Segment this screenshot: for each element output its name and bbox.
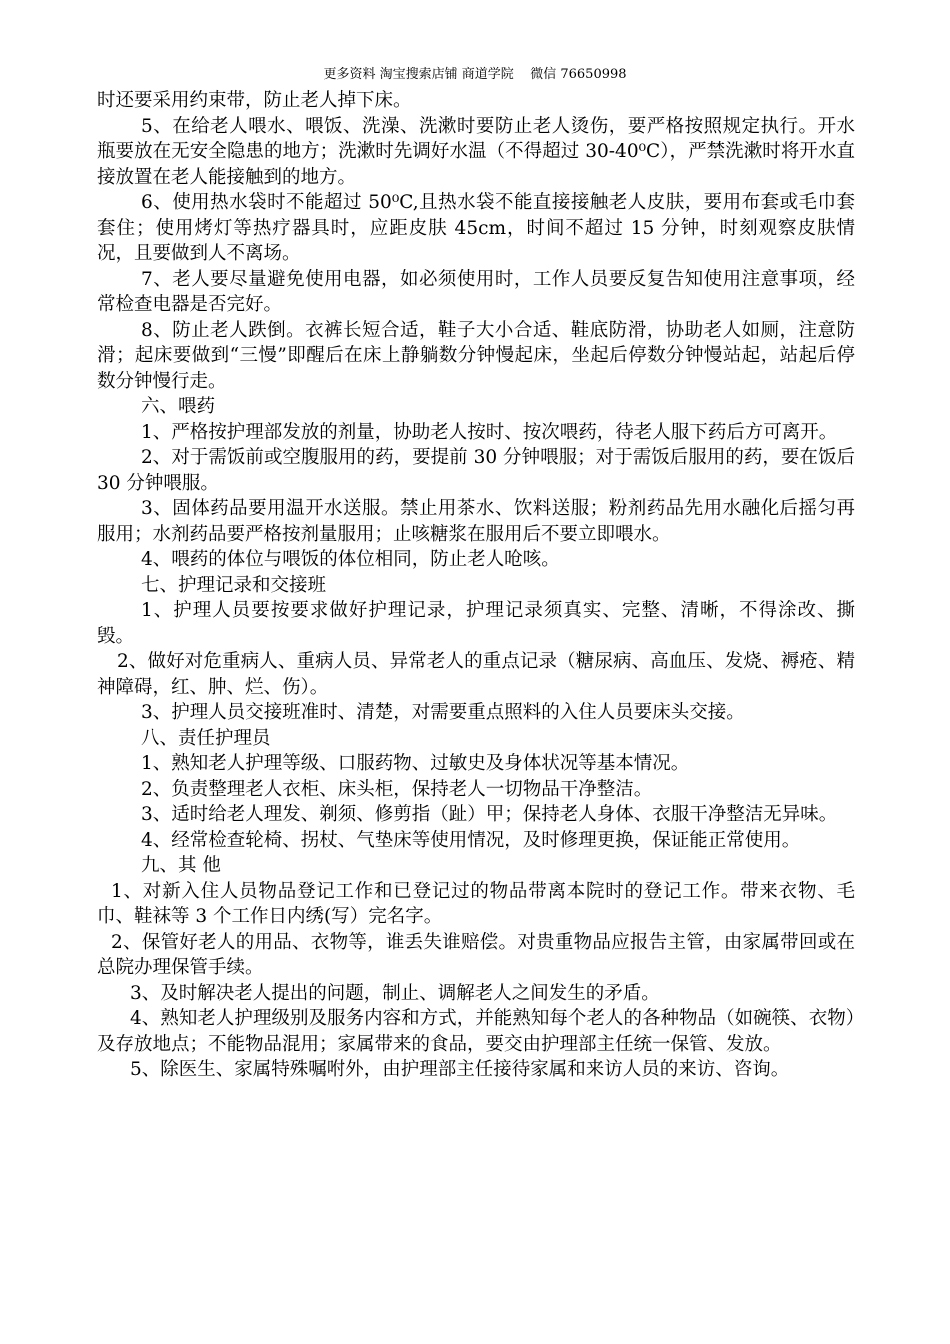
- paragraph: 4、经常检查轮椅、拐杖、气垫床等使用情况，及时修理更换，保证能正常使用。: [141, 829, 801, 851]
- paragraph: 5、在给老人喂水、喂饭、洗澡、洗漱时要防止老人烫伤，要严格按照规定执行。开水瓶要放在无安全隐患的地方；洗漱时先调好水温（不得超过 30-40⁰C），严禁洗漱时将开水直接放置在老人能接触到的地方。: [97, 115, 855, 188]
- section-heading: 六、喂药: [141, 396, 216, 417]
- paragraph: 时还要采用约束带，防止老人掉下床。: [97, 90, 412, 111]
- paragraph: 4、熟知老人护理级别及服务内容和方式，并能熟知每个老人的各种物品（如碗筷、衣物）及存放地点；不能物品混用；家属带来的食品，要交由护理部主任统一保管、发放。: [97, 1008, 855, 1055]
- paragraph: 2、做好对危重病人、重病人员、异常老人的重点记录（糖尿病、高血压、发烧、褥疮、精神障碍，红、肿、烂、伤）。: [97, 651, 855, 698]
- paragraph: 4、喂药的体位与喂饭的体位相同，防止老人呛咳。: [141, 549, 560, 570]
- paragraph: 7、老人要尽量避免使用电器，如必须使用时，工作人员要反复告知使用注意事项，经常检查电器是否完好。: [97, 268, 855, 315]
- paragraph: 3、适时给老人理发、剃须、修剪指（趾）甲；保持老人身体、衣服干净整洁无异味。: [141, 804, 838, 825]
- paragraph: 6、使用热水袋时不能超过 50⁰C,且热水袋不能直接接触老人皮肤，要用布套或毛巾套套住；使用烤灯等热疗器具时，应距皮肤 45cm，时间不超过 15 分钟，时刻观察皮肤情况，且要做到人不离场。: [97, 192, 855, 264]
- paragraph: 2、保管好老人的用品、衣物等，谁丢失谁赔偿。对贵重物品应报告主管，由家属带回或在总院办理保管手续。: [97, 931, 855, 978]
- paragraph: 3、固体药品要用温开水送服。禁止用茶水、饮料送服；粉剂药品先用水融化后摇匀再服用；水剂药品要严格按剂量服用；止咳糖浆在服用后不要立即喂水。: [97, 498, 855, 545]
- section-heading: 七、护理记录和交接班: [141, 574, 327, 596]
- paragraph: 2、对于需饭前或空腹服用的药，要提前 30 分钟喂服；对于需饭后服用的药，要在饭后 30 分钟喂服。: [97, 447, 855, 494]
- paragraph: 1、严格按护理部发放的剂量，协助老人按时、按次喂药，待老人服下药后方可离开。: [141, 421, 838, 443]
- page-header: 更多资料 淘宝搜索店铺 商道学院 微信 76650998: [323, 67, 627, 82]
- document-body: [97, 88, 855, 1083]
- paragraph: 3、护理人员交接班准时、清楚，对需要重点照料的入住人员要床头交接。: [141, 702, 745, 723]
- paragraph: 2、负责整理老人衣柜、床头柜，保持老人一切物品干净整洁。: [141, 778, 653, 800]
- paragraph: 1、对新入住人员物品登记工作和已登记过的物品带离本院时的登记工作。带来衣物、毛巾、鞋袜等 3 个工作日内绣(写）完名字。: [97, 880, 855, 927]
- section-heading: 九、其 他: [141, 855, 221, 876]
- paragraph: 8、防止老人跌倒。衣裤长短合适，鞋子大小合适、鞋底防滑，协助老人如厕，注意防滑；起床要做到“三慢”即醒后在床上静躺数分钟慢起床，坐起后停数分钟慢站起，站起后停数分钟慢行走。: [97, 319, 855, 392]
- paragraph: 5、除医生、家属特殊嘱咐外，由护理部主任接待家属和来访人员的来访、咨询。: [130, 1059, 790, 1080]
- section-heading: 八、责任护理员: [141, 727, 271, 749]
- paragraph: 3、及时解决老人提出的问题，制止、调解老人之间发生的矛盾。: [130, 982, 660, 1004]
- paragraph: 1、护理人员要按要求做好护理记录，护理记录须真实、完整、清晰，不得涂改、撕毁。: [97, 600, 855, 647]
- paragraph: 1、熟知老人护理等级、口服药物、过敏史及身体状况等基本情况。: [141, 753, 690, 774]
